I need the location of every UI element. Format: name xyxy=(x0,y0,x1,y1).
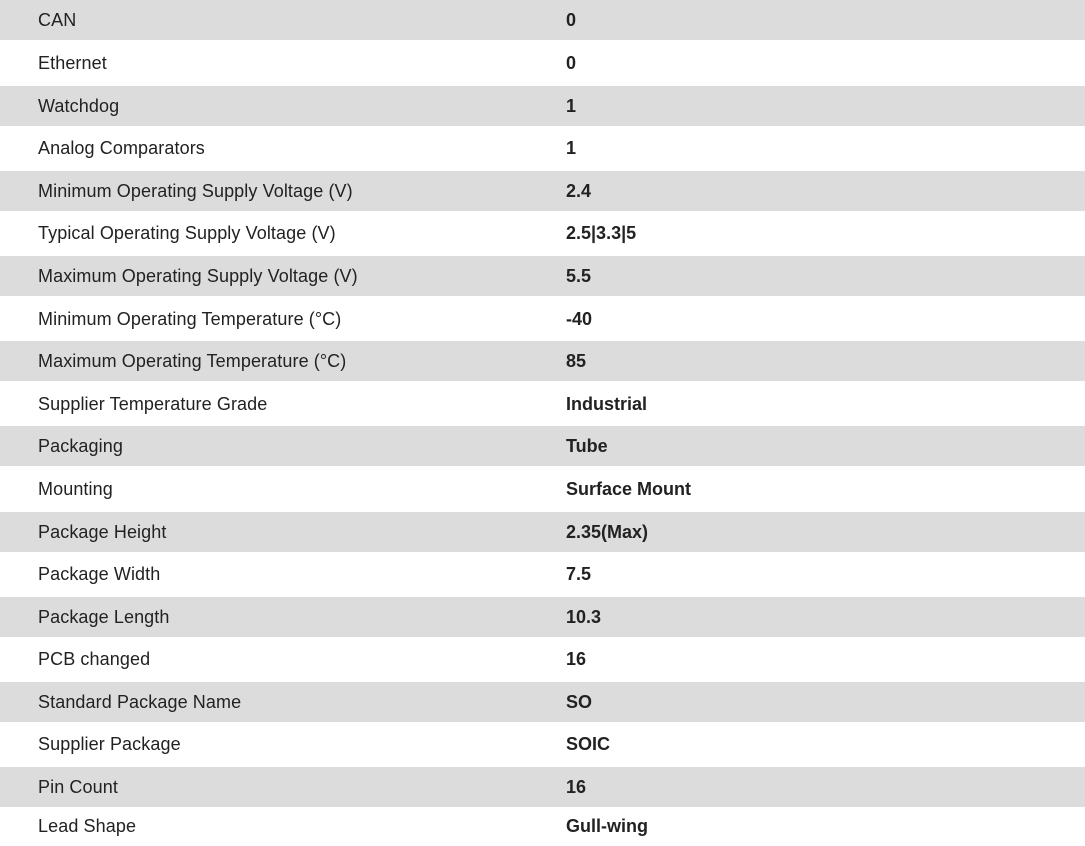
row-value: 0 xyxy=(566,52,577,73)
table-row xyxy=(0,554,1085,594)
row-label: Packaging xyxy=(38,435,123,456)
row-label: CAN xyxy=(38,9,77,30)
table-row xyxy=(0,299,1085,339)
row-value: 1 xyxy=(566,137,577,158)
table-row xyxy=(0,682,1085,722)
table-row xyxy=(0,597,1085,637)
row-label: Minimum Operating Supply Voltage (V) xyxy=(38,180,353,201)
row-label: Maximum Operating Temperature (°C) xyxy=(38,350,347,371)
row-label: Mounting xyxy=(38,478,113,499)
table-row xyxy=(0,469,1085,509)
row-value: Surface Mount xyxy=(566,478,692,499)
table-row xyxy=(0,639,1085,679)
row-value: Gull-wing xyxy=(566,815,648,836)
row-label: Standard Package Name xyxy=(38,691,242,712)
row-label: Pin Count xyxy=(38,776,118,797)
table-row xyxy=(0,806,1085,846)
row-label: Analog Comparators xyxy=(38,137,205,158)
row-value: 1 xyxy=(566,95,577,116)
row-label: Minimum Operating Temperature (°C) xyxy=(38,308,342,329)
row-label: Ethernet xyxy=(38,52,107,73)
row-label: Watchdog xyxy=(38,95,120,116)
row-value: Industrial xyxy=(566,393,648,414)
row-label: Maximum Operating Supply Voltage (V) xyxy=(38,265,358,286)
table-row xyxy=(0,171,1085,211)
row-label: Typical Operating Supply Voltage (V) xyxy=(38,222,336,243)
row-value: -40 xyxy=(566,308,593,329)
row-value: SO xyxy=(566,691,593,712)
row-label: Package Width xyxy=(38,563,161,584)
row-value: 2.5|3.3|5 xyxy=(566,222,637,243)
row-label: Package Length xyxy=(38,606,170,627)
table-row xyxy=(0,86,1085,126)
row-value: 16 xyxy=(566,776,587,797)
row-value: 0 xyxy=(566,9,577,30)
row-value: 85 xyxy=(566,350,587,371)
table-row xyxy=(0,0,1085,40)
row-value: 7.5 xyxy=(566,563,592,584)
table-row xyxy=(0,256,1085,296)
row-value: 16 xyxy=(566,648,587,669)
table-row xyxy=(0,426,1085,466)
row-value: 2.4 xyxy=(566,180,592,201)
table-row xyxy=(0,384,1085,424)
row-value: Tube xyxy=(566,435,608,456)
table-row xyxy=(0,128,1085,168)
table-row xyxy=(0,724,1085,764)
row-value: SOIC xyxy=(566,733,611,754)
table-row xyxy=(0,213,1085,253)
row-label: Supplier Temperature Grade xyxy=(38,393,268,414)
row-label: Package Height xyxy=(38,521,167,542)
table-row xyxy=(0,767,1085,807)
row-value: 5.5 xyxy=(566,265,592,286)
row-value: 10.3 xyxy=(566,606,602,627)
table-row xyxy=(0,43,1085,83)
table-row xyxy=(0,341,1085,381)
row-label: Lead Shape xyxy=(38,815,137,836)
row-label: Supplier Package xyxy=(38,733,181,754)
table-row xyxy=(0,512,1085,552)
row-value: 2.35(Max) xyxy=(566,521,649,542)
row-label: PCB changed xyxy=(38,648,151,669)
